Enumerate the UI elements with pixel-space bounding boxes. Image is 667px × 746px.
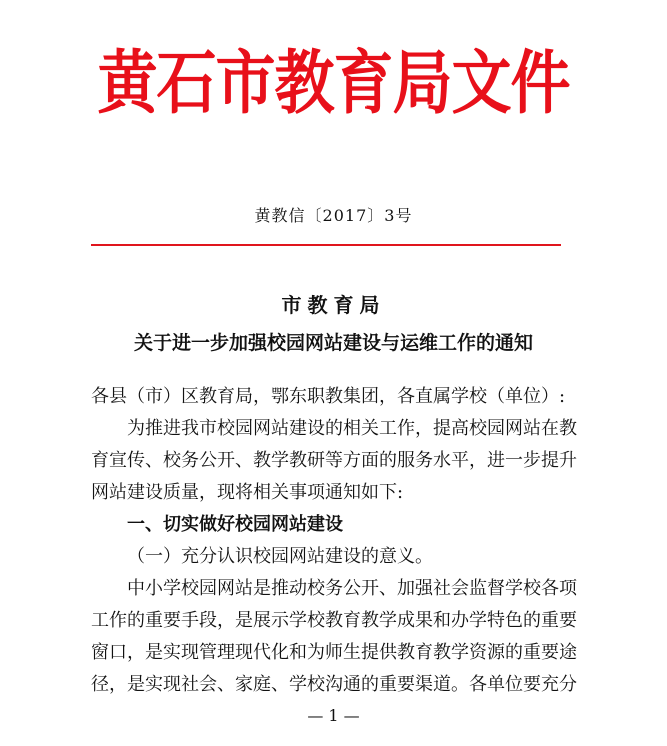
- body-line: 为推进我市校园网站建设的相关工作，提高校园网站在教: [127, 418, 577, 439]
- subsection-heading: （一）充分认识校园网站建设的意义。: [127, 546, 433, 567]
- body-line: 径，是实现社会、家庭、学校沟通的重要渠道。各单位要充分: [91, 674, 577, 695]
- document-title: 关于进一步加强校园网站建设与运维工作的通知: [133, 332, 533, 354]
- red-divider-line: [91, 244, 561, 246]
- salutation-line: 各县（市）区教育局，鄂东职教集团，各直属学校（单位）:: [91, 386, 566, 407]
- body-line: 工作的重要手段，是展示学校教育教学成果和办学特色的重要: [91, 610, 577, 631]
- body-line: 育宣传、校务公开、教学教研等方面的服务水平，进一步提升: [91, 450, 577, 471]
- masthead-title: 黄石市教育局文件: [97, 43, 570, 124]
- body-line: 网站建设质量，现将相关事项通知如下:: [91, 482, 404, 503]
- page-number: — 1 —: [307, 706, 360, 725]
- body-line: 中小学校园网站是推动校务公开、加强社会监督学校各项: [127, 578, 577, 599]
- section-heading: 一、切实做好校园网站建设: [127, 514, 343, 535]
- issuer-heading: 市教育局: [281, 293, 386, 317]
- document-number: 黄教信〔2017〕3号: [254, 206, 413, 225]
- body-line: 窗口，是实现管理现代化和为师生提供教育教学资源的重要途: [91, 642, 577, 663]
